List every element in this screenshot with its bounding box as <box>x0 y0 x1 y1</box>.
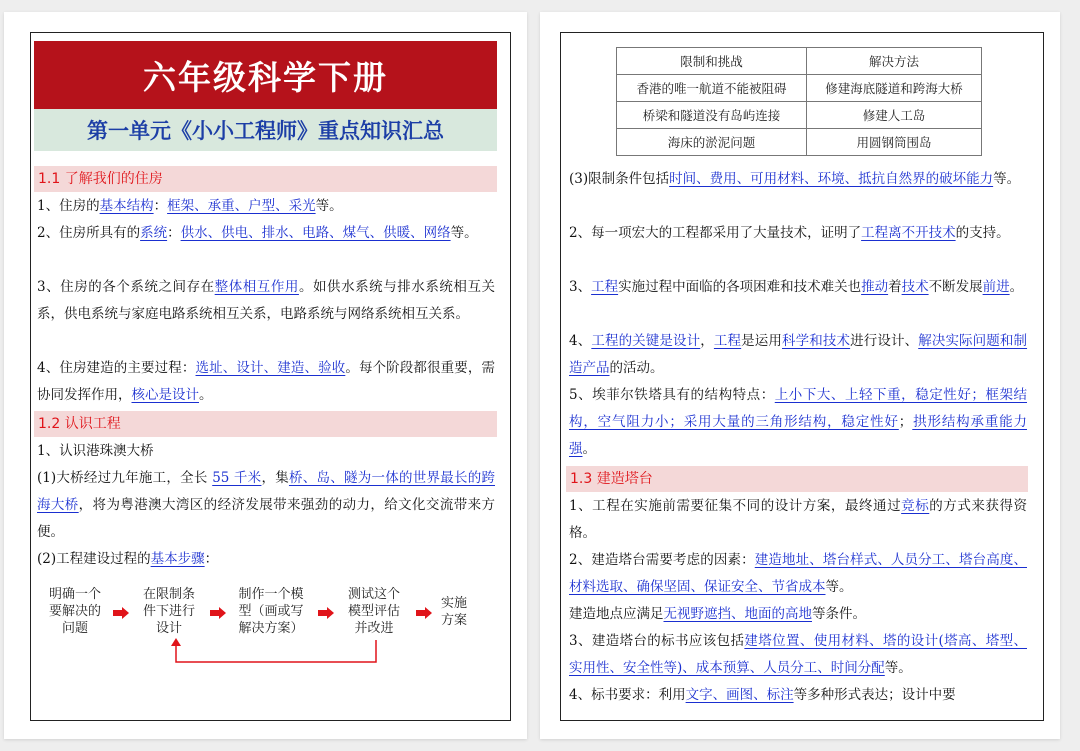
text: 着 <box>888 279 902 295</box>
text: 的活动。 <box>609 360 664 376</box>
paragraph-structure <box>37 193 495 220</box>
text: (3)限制条件包括 <box>569 171 670 187</box>
keyword: 拱形结构承重能力强 <box>569 414 1028 457</box>
text: 不断发展 <box>928 279 983 295</box>
text: 等条件。 <box>812 606 866 622</box>
keyword: 工程 <box>713 333 742 349</box>
section-heading-1-1: 1.1 了解我们的住房 <box>34 166 497 192</box>
text: 。如供水系统与排水系统相互关系，供电系统与家庭电路系统相互关系，电路系统与网络系统相互关系。 <box>37 279 496 322</box>
arrow-right-icon <box>416 607 432 619</box>
paragraph-progress <box>569 274 1027 301</box>
text: 3、建造塔台的标书应该包括 <box>569 633 745 649</box>
paragraph-design-key <box>569 328 1027 382</box>
keyword: 工程的关键是设计 <box>591 333 701 349</box>
text: 建造地点应满足 <box>569 606 664 622</box>
paragraph-interaction <box>37 274 495 328</box>
flow-step-2: 在限制条 件下进行 设计 <box>142 587 195 636</box>
table-cell: 用圆钢筒围岛 <box>806 129 981 156</box>
keyword: 整体相互作用 <box>214 279 299 295</box>
table-cell: 修建海底隧道和跨海大桥 <box>806 75 981 102</box>
section-heading-1-3: 1.3 建造塔台 <box>566 466 1028 492</box>
keyword: 时间、费用、可用材料、环境、抵抗自然界的破坏能力 <box>669 171 994 187</box>
keyword: 建塔位置、使用材料、塔的设计(塔高、塔型、实用性、安全性等)、成本预算、人员分工、时间分配 <box>569 633 1027 676</box>
keyword: 推动 <box>861 279 889 295</box>
table-cell: 香港的唯一航道不能被阻碍 <box>617 75 807 102</box>
paragraph-site <box>569 601 1027 628</box>
text: 。 <box>582 441 596 457</box>
paragraph-bidding <box>569 493 1027 547</box>
text: 等。 <box>450 225 478 241</box>
table-row <box>617 129 982 156</box>
text: 5、埃菲尔铁塔具有的结构特点： <box>569 387 775 403</box>
keyword: 核心是设计 <box>131 387 199 403</box>
table-header-row <box>617 48 982 75</box>
keyword: 文字、画图、标注 <box>685 687 794 703</box>
text: 1、住房的 <box>37 198 100 214</box>
text: ，集 <box>261 470 289 486</box>
keyword: 解决实际问题和制造产品 <box>569 333 1028 376</box>
arrow-right-icon <box>210 607 226 619</box>
arrow-right-icon <box>318 607 334 619</box>
text: ： <box>153 198 168 214</box>
table-row <box>617 75 982 102</box>
paragraph-process <box>37 355 495 409</box>
flow-step-1: 明确一个 要解决的 问题 <box>48 587 101 636</box>
text: (2)工程建设过程的 <box>37 551 151 567</box>
text: ； <box>898 414 913 430</box>
text: 2、住房所具有的 <box>37 225 141 241</box>
keyword: 前进 <box>982 279 1010 295</box>
paragraph-factors <box>569 547 1027 601</box>
text: 4、住房建造的主要过程： <box>37 360 196 376</box>
text: 。 <box>199 387 213 403</box>
feedback-loop-arrow-icon <box>170 638 382 672</box>
paragraph-bridge-intro: 1、认识港珠澳大桥 <box>37 443 154 459</box>
paragraph-constraints <box>569 166 1027 193</box>
keyword: 框架、承重、户型、采光 <box>167 198 316 214</box>
paragraph-bridge <box>37 465 495 546</box>
keyword: 技术 <box>901 279 929 295</box>
paragraph-systems <box>37 220 495 247</box>
keyword: 上小下大、上轻下重，稳定性好；框架结构，空气阻力小；采用大量的三角形结构，稳定性好 <box>569 387 1027 430</box>
text: 3、住房的各个系统之间存在 <box>37 279 215 295</box>
text: 等。 <box>993 171 1021 187</box>
table-cell: 修建人工岛 <box>806 102 981 129</box>
text: (1)大桥经过九年施工，全长 <box>37 470 213 486</box>
table-row <box>617 102 982 129</box>
text: 的方式来获得资格。 <box>569 498 1028 541</box>
flow-step-3: 制作一个模 型（画或写 解决方案） <box>238 587 304 636</box>
text: 3、 <box>569 279 592 295</box>
text: 进行设计、 <box>850 333 919 349</box>
text: 4、 <box>569 333 592 349</box>
text: 。每个阶段都很重要，需协同发挥作用， <box>37 360 496 403</box>
table-header: 限制和挑战 <box>617 48 807 75</box>
paragraph-proposal <box>569 628 1027 682</box>
page-title: 六年级科学下册 <box>34 41 497 109</box>
text: 是运用 <box>741 333 783 349</box>
text: ： <box>167 225 181 241</box>
paragraph-requirements <box>569 682 1027 709</box>
keyword: 科学和技术 <box>782 333 851 349</box>
text: 等。 <box>825 579 853 595</box>
keyword: 工程离不开技术 <box>861 225 956 241</box>
text: 实施过程中面临的各项困难和技术难关也 <box>618 279 862 295</box>
table-cell: 海床的淤泥问题 <box>617 129 807 156</box>
text: 等多种形式表达；设计中要 <box>793 687 956 703</box>
text: ， <box>700 333 714 349</box>
flow-step-4: 测试这个 模型评估 并改进 <box>347 587 400 636</box>
text: 4、标书要求：利用 <box>569 687 686 703</box>
keyword: 55 千米 <box>212 470 262 486</box>
text: ，将为粤港澳大湾区的经济发展带来强劲的动力，给文化交流带来方便。 <box>37 497 495 540</box>
keyword: 基本步骤 <box>150 551 205 567</box>
keyword: 选址、设计、建造、验收 <box>195 360 346 376</box>
keyword: 建造地址、塔台样式、人员分工、塔台高度、材料选取、确保坚固、保证安全、节省成本 <box>569 552 1027 595</box>
keyword: 基本结构 <box>99 198 154 214</box>
keyword: 供水、供电、排水、电路、煤气、供暖、网络 <box>180 225 451 241</box>
text: 2、建造塔台需要考虑的因素： <box>569 552 755 568</box>
flow-step-5: 实施 方案 <box>440 596 467 628</box>
text: 等。 <box>884 660 912 676</box>
text: 1、工程在实施前需要征集不同的设计方案，最终通过 <box>569 498 902 514</box>
text: ： <box>204 551 219 567</box>
arrow-right-icon <box>113 607 129 619</box>
keyword: 竞标 <box>901 498 930 514</box>
text: 。 <box>1009 279 1024 295</box>
table-cell: 桥梁和隧道没有岛屿连接 <box>617 102 807 129</box>
paragraph-steps <box>37 546 495 573</box>
keyword: 桥、岛、隧为一体的世界最长的跨海大桥 <box>37 470 495 513</box>
text: 等。 <box>315 198 343 214</box>
paragraph-eiffel <box>569 382 1027 463</box>
constraints-table <box>616 47 982 156</box>
text: 的支持。 <box>955 225 1010 241</box>
keyword: 系统 <box>140 225 168 241</box>
keyword: 工程 <box>591 279 619 295</box>
table-header: 解决方法 <box>806 48 981 75</box>
unit-subtitle: 第一单元《小小工程师》重点知识汇总 <box>34 109 497 151</box>
text: 2、每一项宏大的工程都采用了大量技术，证明了 <box>569 225 862 241</box>
paragraph-technology <box>569 220 1027 247</box>
keyword: 无视野遮挡、地面的高地 <box>663 606 812 622</box>
section-heading-1-2: 1.2 认识工程 <box>34 411 497 437</box>
